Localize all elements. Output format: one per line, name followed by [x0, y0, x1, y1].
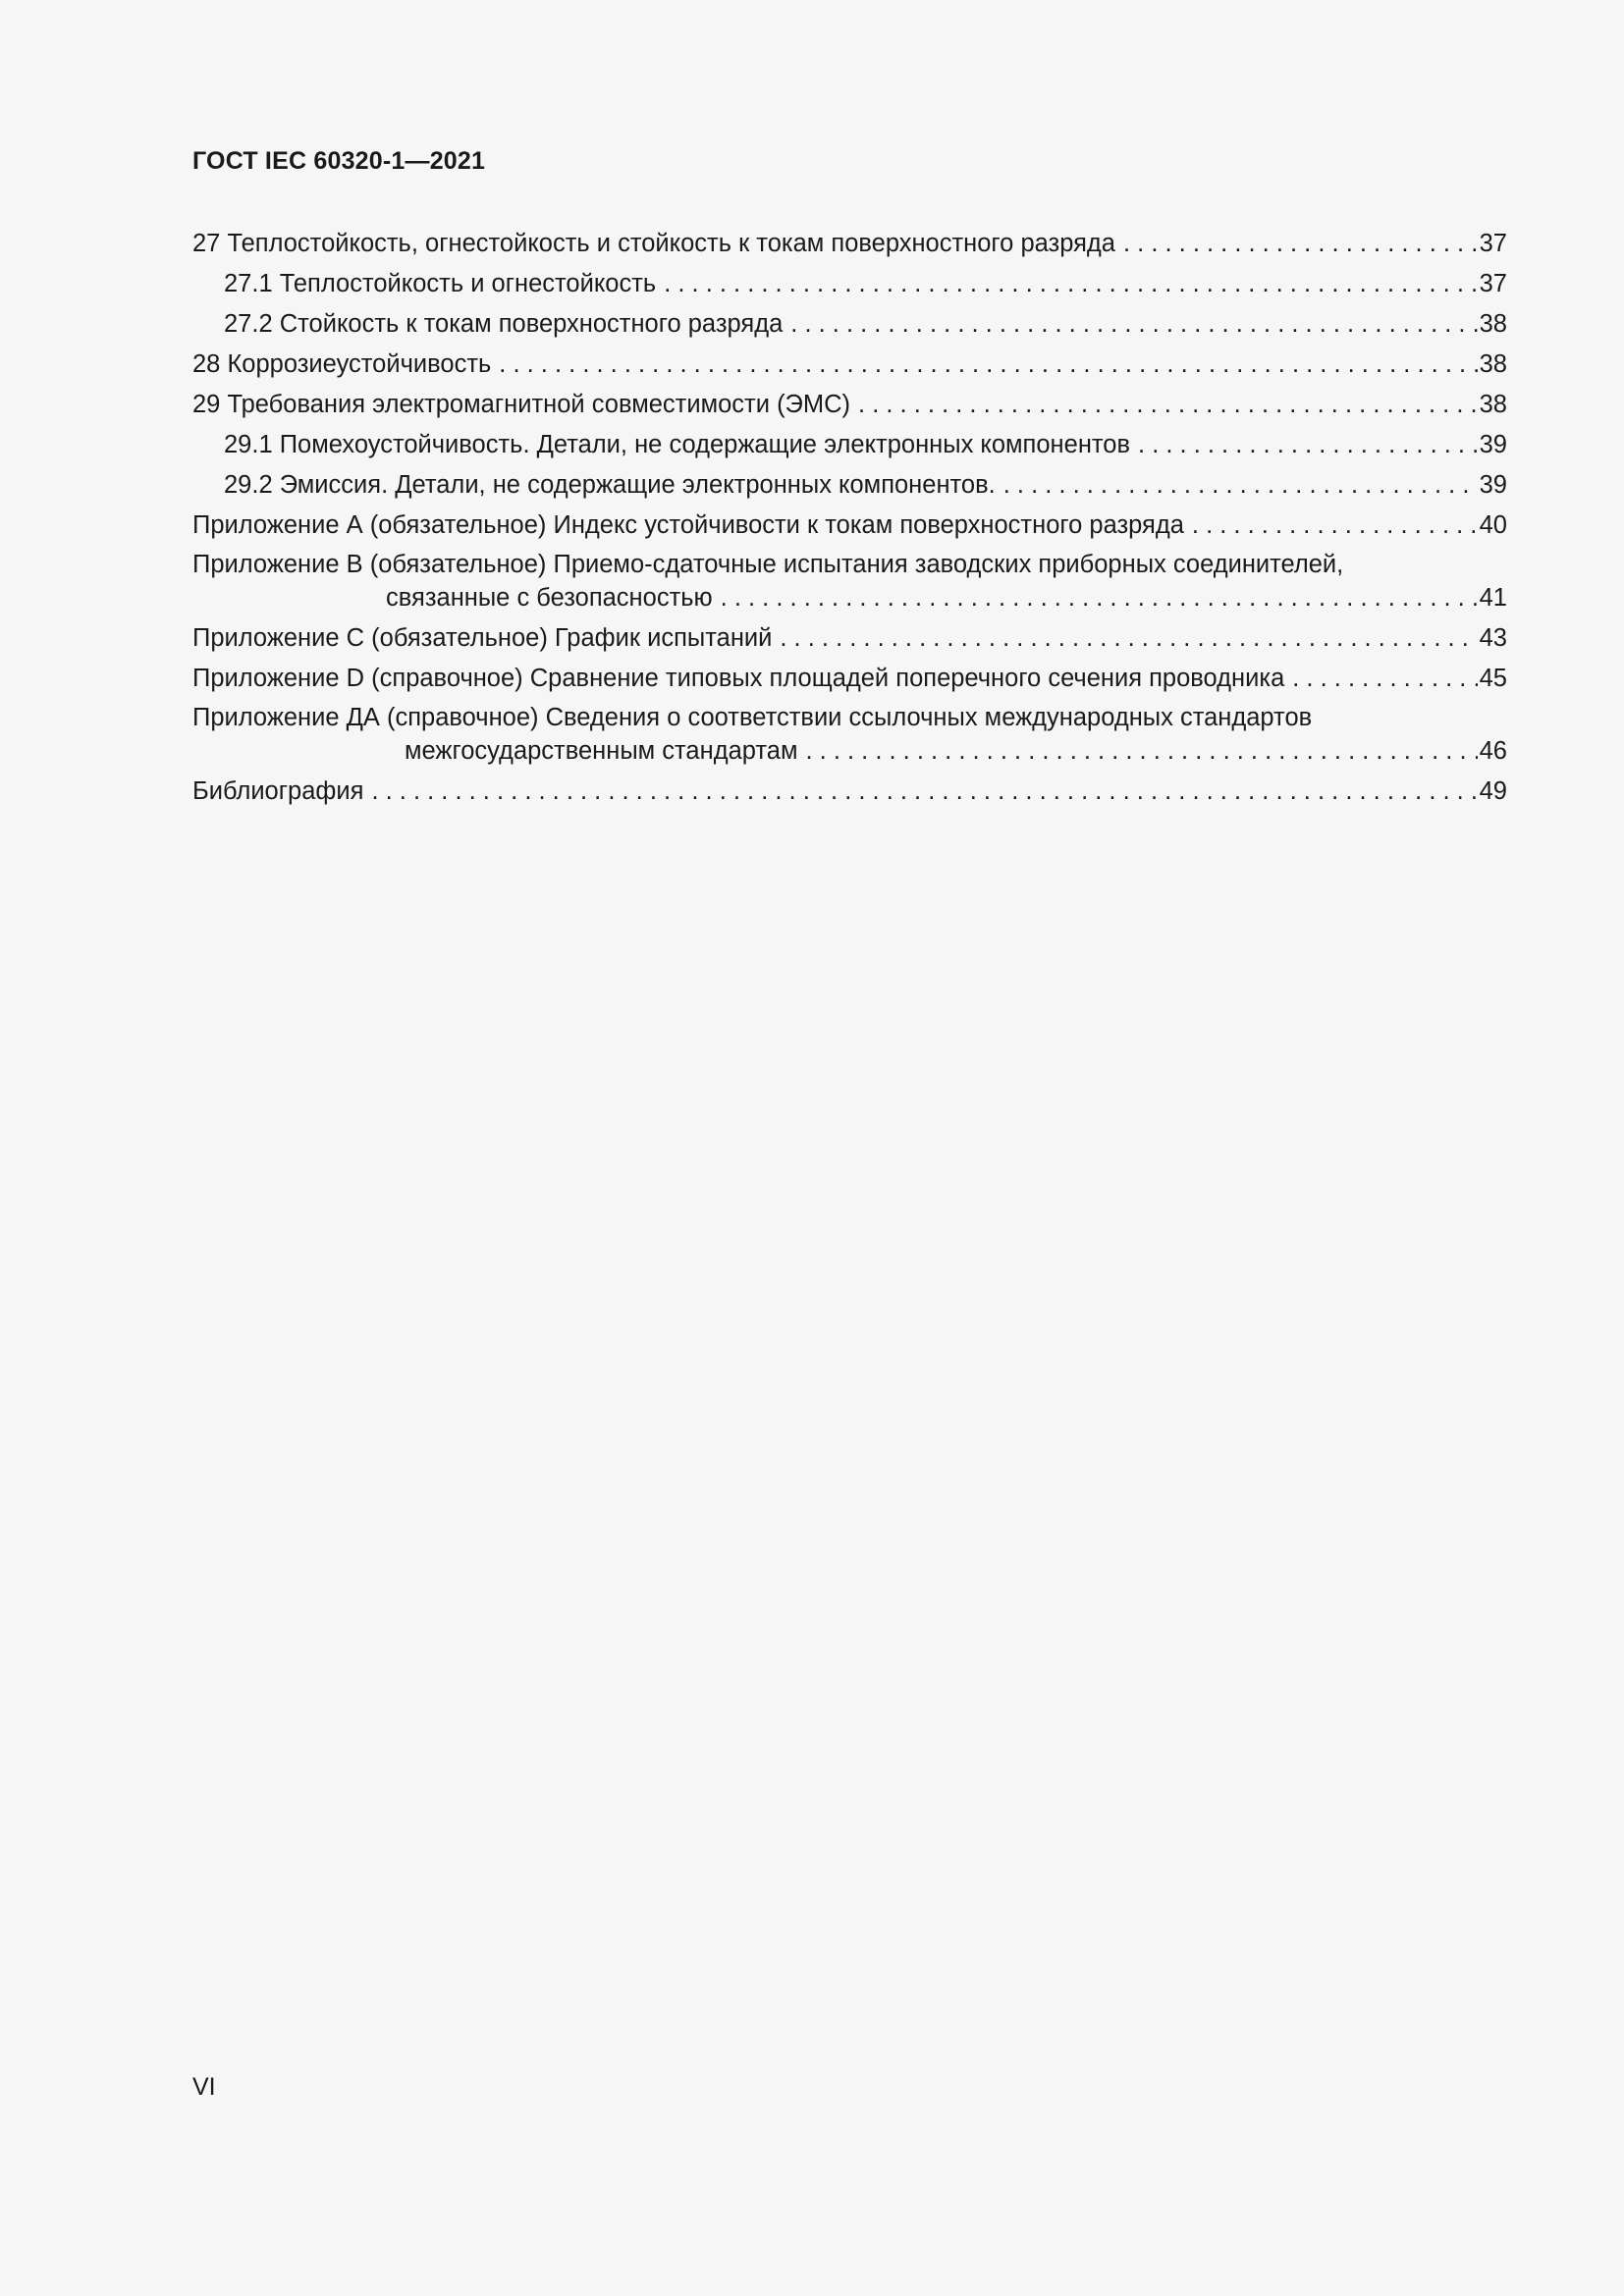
toc-title: 29 Требования электромагнитной совместимости (ЭМС) — [192, 391, 851, 418]
toc-page-number: 43 — [1479, 624, 1507, 652]
toc-title: Приложение А (обязательное) Индекс устойчивости к токам поверхностного разряда — [192, 511, 1184, 539]
toc-entry-appendix-b[interactable] — [192, 546, 1507, 618]
toc-page-number: 46 — [1479, 737, 1507, 765]
toc-page-number: 39 — [1479, 431, 1507, 458]
toc-entry-bibliography[interactable] — [192, 772, 1507, 812]
toc-leader-dots — [721, 578, 1478, 618]
toc-entry-29-1[interactable] — [192, 425, 1507, 465]
toc-title-line-1: Приложение ДА (справочное) Сведения о соответствии ссылочных международных стандартов — [192, 704, 1313, 731]
toc-title: Приложение С (обязательное) График испытаний — [192, 624, 773, 652]
toc-entry-appendix-d[interactable] — [192, 659, 1507, 699]
toc-page-number: 49 — [1479, 777, 1507, 805]
toc-leader-dots — [1192, 506, 1478, 546]
toc-page-number: 38 — [1479, 350, 1507, 378]
toc-leader-dots — [1138, 425, 1478, 465]
toc-entry-27[interactable] — [192, 224, 1507, 264]
toc-title: Приложение D (справочное) Сравнение типовых площадей поперечного сечения проводника — [192, 665, 1285, 692]
toc-title: 29.1 Помехоустойчивость. Детали, не содержащие электронных компонентов — [224, 431, 1131, 458]
toc-page-number: 45 — [1479, 665, 1507, 692]
toc-page-number: 38 — [1479, 310, 1507, 338]
toc-entry-appendix-c[interactable] — [192, 618, 1507, 659]
toc-title: 29.2 Эмиссия. Детали, не содержащие электронных компонентов. — [224, 471, 996, 499]
toc-leader-dots — [780, 618, 1477, 659]
toc-page-number: 38 — [1479, 391, 1507, 418]
toc-title-line-1: Приложение В (обязательное) Приемо-сдаточные испытания заводских приборных соединителей, — [192, 551, 1344, 578]
toc-leader-dots — [371, 772, 1477, 812]
toc-page-number: 37 — [1479, 270, 1507, 297]
toc-title: 27.2 Стойкость к токам поверхностного разряда — [224, 310, 784, 338]
toc-title-line-2: связанные с безопасностью — [386, 584, 713, 612]
toc-entry-28[interactable] — [192, 345, 1507, 385]
toc-leader-dots — [499, 345, 1477, 385]
document-header: ГОСТ IEC 60320-1—2021 — [192, 147, 486, 175]
toc-title: 27 Теплостойкость, огнестойкость и стойкость к токам поверхностного разряда — [192, 230, 1115, 257]
toc-entry-27-2[interactable] — [192, 304, 1507, 345]
toc-leader-dots — [1003, 465, 1478, 506]
toc-entry-29-2[interactable] — [192, 465, 1507, 506]
toc-entry-appendix-da[interactable] — [192, 699, 1507, 772]
table-of-contents — [192, 224, 1507, 812]
toc-leader-dots — [858, 385, 1478, 425]
toc-entry-27-1[interactable] — [192, 264, 1507, 304]
toc-leader-dots — [805, 731, 1477, 772]
toc-page-number: 41 — [1479, 584, 1507, 612]
toc-title-line-2: межгосударственным стандартам — [405, 737, 798, 765]
toc-leader-dots — [1123, 224, 1478, 264]
toc-entry-appendix-a[interactable] — [192, 506, 1507, 546]
page-number: VI — [192, 2073, 216, 2101]
toc-entry-29[interactable] — [192, 385, 1507, 425]
toc-title: Библиография — [192, 777, 364, 805]
toc-title: 27.1 Теплостойкость и огнестойкость — [224, 270, 657, 297]
toc-page-number: 40 — [1479, 511, 1507, 539]
toc-leader-dots — [790, 304, 1477, 345]
toc-leader-dots — [1292, 659, 1477, 699]
toc-leader-dots — [664, 264, 1477, 304]
toc-page-number: 39 — [1479, 471, 1507, 499]
toc-title: 28 Коррозиеустойчивость — [192, 350, 492, 378]
toc-page-number: 37 — [1479, 230, 1507, 257]
